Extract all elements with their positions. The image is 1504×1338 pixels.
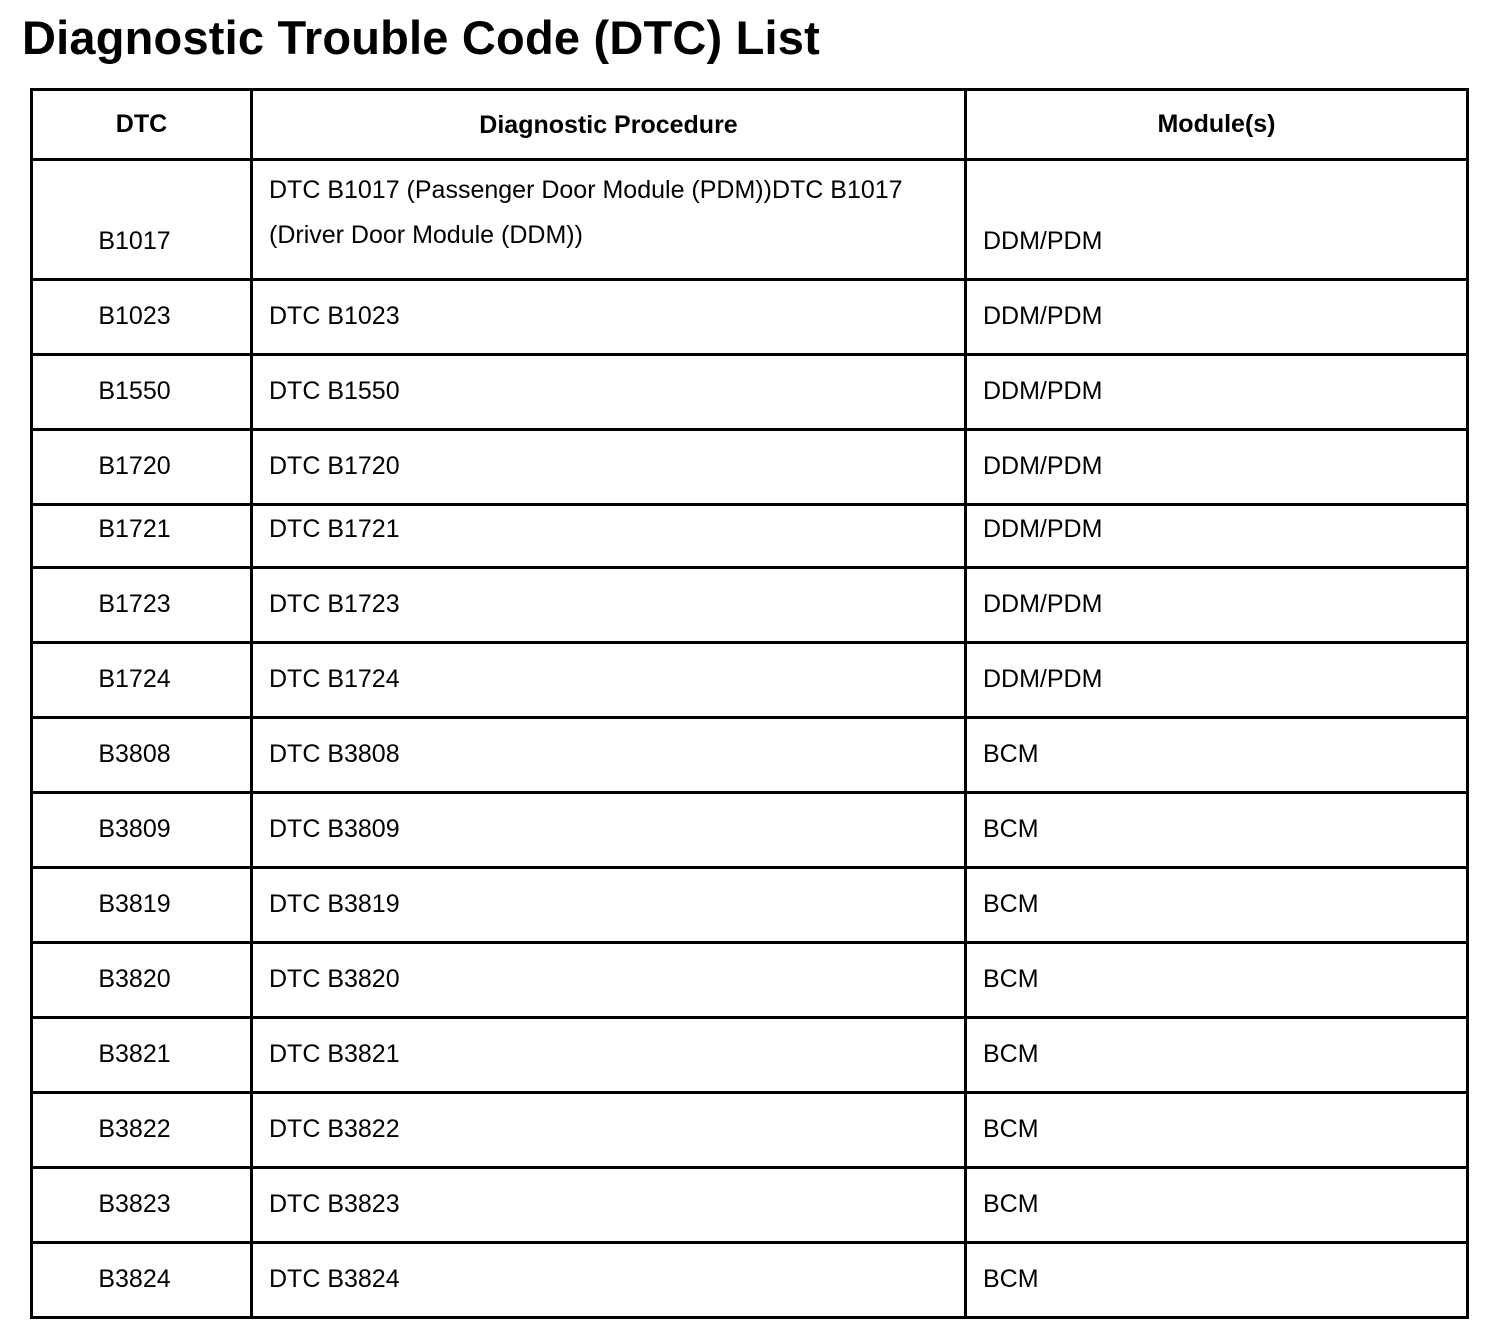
dtc-code-cell: B3821: [32, 1018, 252, 1093]
dtc-code-cell: B1723: [32, 568, 252, 643]
dtc-code-cell: B3822: [32, 1093, 252, 1168]
table-row: [32, 943, 1468, 1018]
module-cell: DDM/PDM: [966, 280, 1468, 355]
table-row: [32, 160, 1468, 280]
module-cell: BCM: [966, 793, 1468, 868]
table-row: [32, 1243, 1468, 1318]
dtc-code-cell: B3823: [32, 1168, 252, 1243]
procedure-link[interactable]: DTC B3808: [252, 718, 966, 793]
module-cell: BCM: [966, 1243, 1468, 1318]
dtc-code-cell: B1017: [32, 160, 252, 280]
module-cell: DDM/PDM: [966, 430, 1468, 505]
dtc-code-cell: B3808: [32, 718, 252, 793]
dtc-code-cell: B1720: [32, 430, 252, 505]
dtc-code-cell: B3819: [32, 868, 252, 943]
dtc-code-cell: B1721: [32, 505, 252, 568]
dtc-code-cell: B1550: [32, 355, 252, 430]
procedure-link[interactable]: DTC B1017 (Passenger Door Module (PDM))DTC B1017 (Driver Door Module (DDM)): [252, 160, 966, 280]
procedure-link[interactable]: DTC B3820: [252, 943, 966, 1018]
column-header-procedure: Diagnostic Procedure: [252, 90, 966, 160]
table-body: [32, 160, 1468, 1318]
dtc-table: [30, 88, 1469, 1319]
table-row: [32, 355, 1468, 430]
procedure-link[interactable]: DTC B1720: [252, 430, 966, 505]
procedure-link[interactable]: DTC B1724: [252, 643, 966, 718]
header-row: [32, 90, 1468, 160]
module-cell: DDM/PDM: [966, 160, 1468, 280]
procedure-link[interactable]: DTC B1723: [252, 568, 966, 643]
column-header-dtc: DTC: [32, 90, 252, 160]
dtc-code-cell: B3824: [32, 1243, 252, 1318]
dtc-code-cell: B3809: [32, 793, 252, 868]
procedure-link[interactable]: DTC B3824: [252, 1243, 966, 1318]
table-row: [32, 793, 1468, 868]
procedure-link[interactable]: DTC B3819: [252, 868, 966, 943]
table-header: [32, 90, 1468, 160]
dtc-code-cell: B1724: [32, 643, 252, 718]
procedure-link[interactable]: DTC B1023: [252, 280, 966, 355]
table-row: [32, 430, 1468, 505]
table-row: [32, 568, 1468, 643]
table-row: [32, 1168, 1468, 1243]
procedure-link[interactable]: DTC B1550: [252, 355, 966, 430]
dtc-code-cell: B1023: [32, 280, 252, 355]
table-row: [32, 505, 1468, 568]
module-cell: DDM/PDM: [966, 568, 1468, 643]
table-row: [32, 643, 1468, 718]
module-cell: BCM: [966, 1093, 1468, 1168]
procedure-link[interactable]: DTC B3809: [252, 793, 966, 868]
procedure-link[interactable]: DTC B3821: [252, 1018, 966, 1093]
table-row: [32, 1018, 1468, 1093]
page-title: Diagnostic Trouble Code (DTC) List: [22, 11, 820, 64]
module-cell: DDM/PDM: [966, 643, 1468, 718]
procedure-link[interactable]: DTC B3822: [252, 1093, 966, 1168]
table-row: [32, 868, 1468, 943]
module-cell: BCM: [966, 868, 1468, 943]
module-cell: BCM: [966, 1168, 1468, 1243]
column-header-modules: Module(s): [966, 90, 1468, 160]
module-cell: BCM: [966, 1018, 1468, 1093]
module-cell: BCM: [966, 943, 1468, 1018]
procedure-link[interactable]: DTC B3823: [252, 1168, 966, 1243]
module-cell: DDM/PDM: [966, 505, 1468, 568]
dtc-code-cell: B3820: [32, 943, 252, 1018]
procedure-link[interactable]: DTC B1721: [252, 505, 966, 568]
module-cell: BCM: [966, 718, 1468, 793]
table-row: [32, 1093, 1468, 1168]
module-cell: DDM/PDM: [966, 355, 1468, 430]
table-row: [32, 718, 1468, 793]
table-row: [32, 280, 1468, 355]
